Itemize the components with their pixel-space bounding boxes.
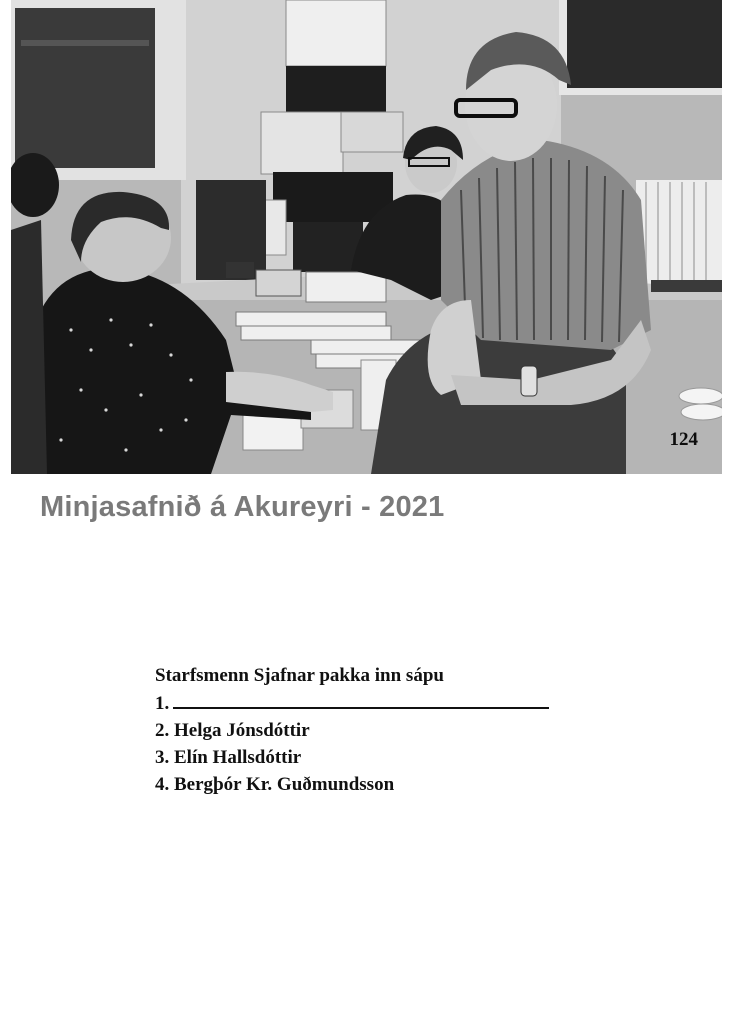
- caption-item-blank-line: [173, 689, 549, 709]
- archive-photo: [11, 0, 722, 474]
- caption-item-name: Helga Jónsdóttir: [174, 720, 310, 741]
- caption-item-number: 2.: [155, 720, 170, 741]
- caption-item-3: [155, 744, 549, 771]
- caption-item-number: 1.: [155, 693, 170, 714]
- caption-item-2: [155, 717, 549, 744]
- photo-number: 124: [669, 429, 698, 450]
- caption-item-name: Bergþór Kr. Guðmundsson: [174, 774, 395, 795]
- caption-item-number: 3.: [155, 747, 170, 768]
- caption-item-1: [155, 689, 549, 717]
- caption-item-name: Elín Hallsdóttir: [174, 747, 302, 768]
- museum-title: Minjasafnið á Akureyri - 2021: [40, 491, 445, 523]
- photo-illustration: [11, 0, 722, 474]
- caption-item-number: 4.: [155, 774, 170, 795]
- caption-title: Starfsmenn Sjafnar pakka inn sápu: [155, 665, 444, 686]
- photo-caption: [155, 662, 549, 798]
- caption-item-4: [155, 771, 549, 798]
